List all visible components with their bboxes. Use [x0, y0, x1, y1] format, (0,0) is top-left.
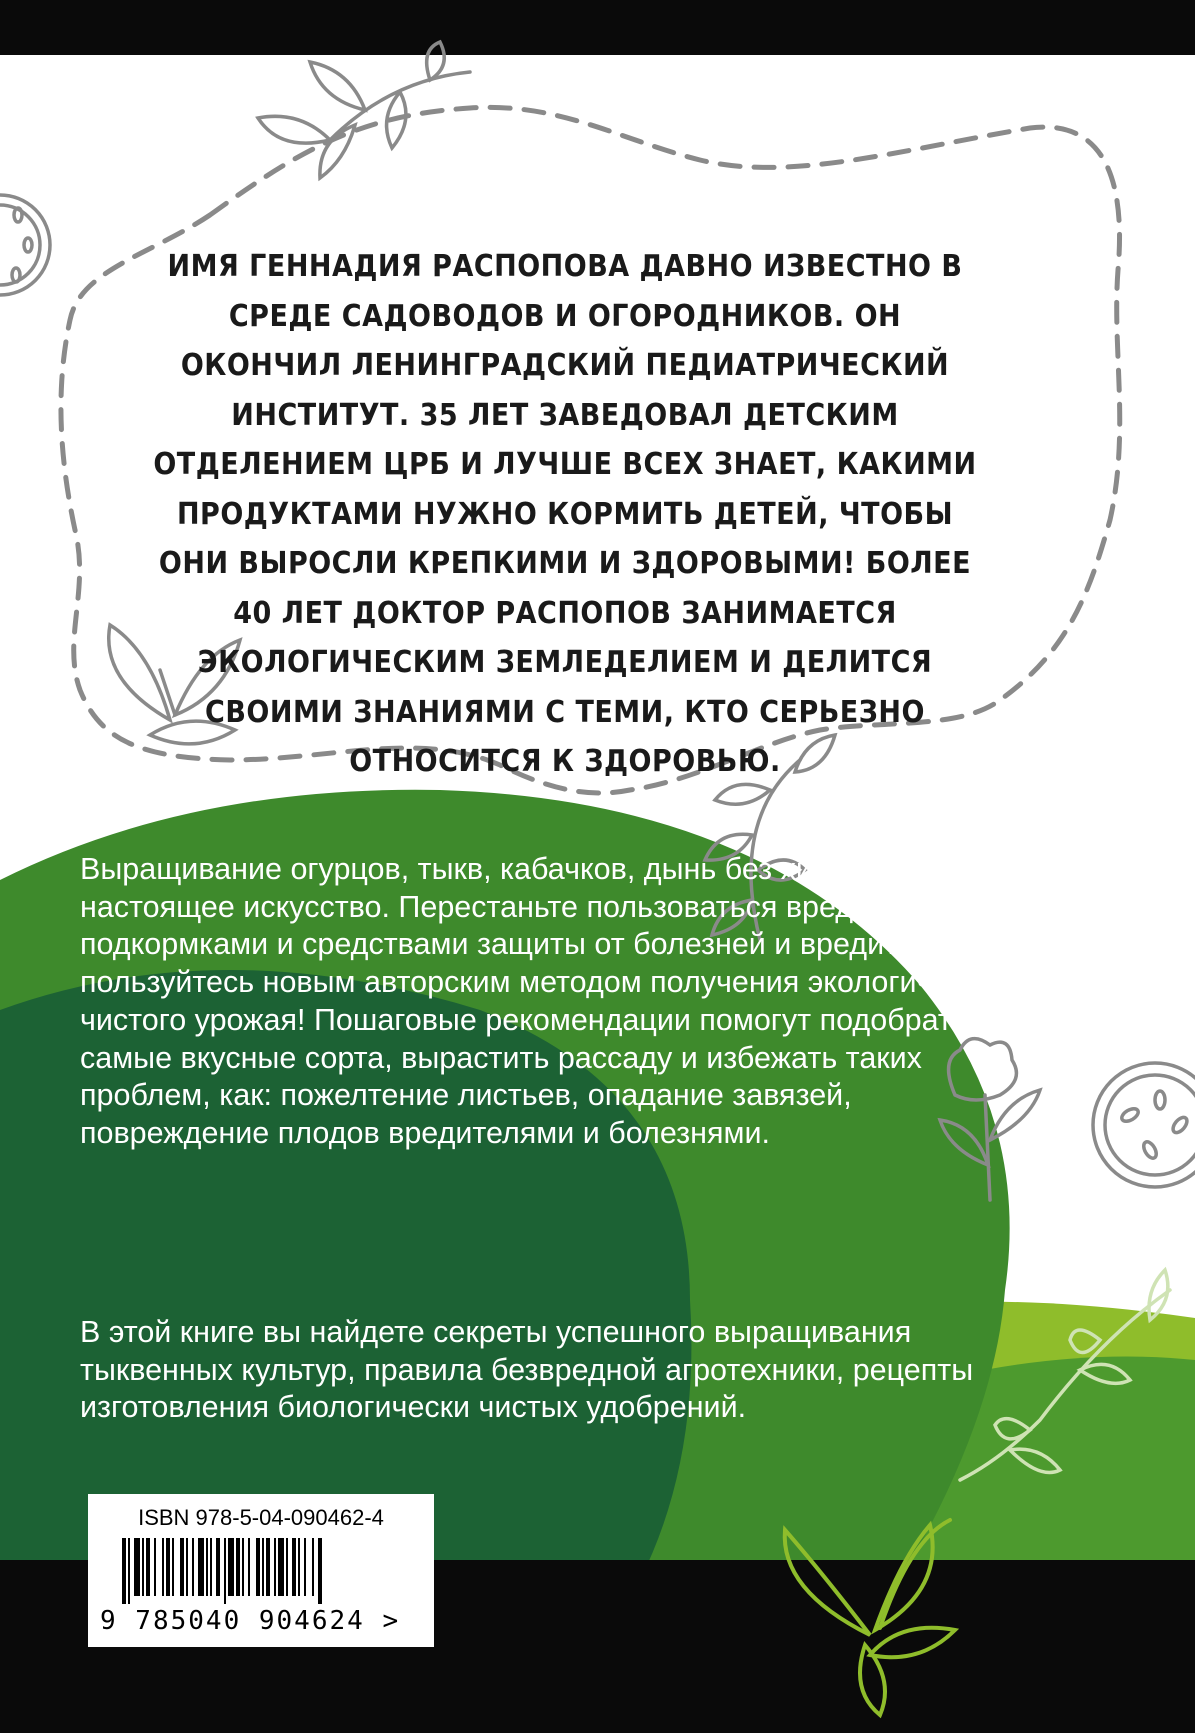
- barcode-bar: [128, 1538, 130, 1604]
- book-description-paragraph: Выращивание огурцов, тыкв, кабачков, дынь без химии – настоящее искусство. Перестаньте пользоваться вредными подкормками и средствами защиты от болезней и вредителей, пользуйтесь новым авторским методом получения экологически чистого урожая! Пошаговые рекомендации помогут подобрать самые вкусные сорта, вырастить рассаду и избежать таких проблем, как: пожелтение листьев, опадание завязей, повреждение плодов вредителями и болезнями.: [80, 852, 996, 1150]
- barcode-bar: [262, 1538, 264, 1596]
- barcode-bar: [256, 1538, 260, 1596]
- barcode-bar: [210, 1538, 212, 1596]
- barcode-bar: [312, 1538, 314, 1596]
- leaves-icon: [785, 1520, 955, 1715]
- barcode-bar: [266, 1538, 270, 1596]
- barcode-bar: [166, 1538, 170, 1596]
- barcode-bar: [146, 1538, 150, 1596]
- barcode-bar: [206, 1538, 208, 1596]
- barcode-bar: [180, 1538, 184, 1596]
- barcode-bar: [216, 1538, 220, 1596]
- barcode-bar: [278, 1538, 284, 1596]
- barcode-bar: [122, 1538, 126, 1604]
- barcode-bar: [248, 1538, 250, 1596]
- barcode-bar: [198, 1538, 204, 1596]
- barcode-bar: [186, 1538, 188, 1596]
- barcode-bar: [318, 1538, 322, 1604]
- barcode-bar: [236, 1538, 240, 1596]
- barcode-bar: [224, 1538, 226, 1604]
- barcode-icon: [120, 1538, 420, 1604]
- barcode-bar: [192, 1538, 194, 1596]
- barcode-bar: [292, 1538, 296, 1596]
- barcode-bar: [228, 1538, 234, 1596]
- barcode-bar: [134, 1538, 140, 1596]
- barcode-bar: [142, 1538, 144, 1596]
- author-bio: ИМЯ ГЕННАДИЯ РАСПОПОВА ДАВНО ИЗВЕСТНО В СРЕДЕ САДОВОДОВ И ОГОРОДНИКОВ. ОН ОКОНЧИЛ ЛЕНИНГРАДСКИЙ ПЕДИАТРИЧЕСКИЙ ИНСТИТУТ. 35 ЛЕТ ЗАВЕДОВАЛ ДЕТСКИМ ОТДЕЛЕНИЕМ ЦРБ И ЛУЧШЕ ВСЕХ ЗНАЕТ, КАКИМИ ПРОДУКТАМИ НУЖНО КОРМИТЬ ДЕТЕЙ, ЧТОБЫ ОНИ ВЫРОСЛИ КРЕПКИМИ И ЗДОРОВЫМИ! БОЛЕЕ 40 ЛЕТ ДОКТОР РАСПОПОВ ЗАНИМАЕТСЯ ЭКОЛОГИЧЕСКИМ ЗЕМЛЕДЕЛИЕМ И ДЕЛИТСЯ СВОИМИ ЗНАНИЯМИ С ТЕМИ, КТО СЕРЬЕЗНО ОТНОСИТСЯ К ЗДОРОВЬЮ.: [153, 249, 977, 779]
- barcode-digits: 9 785040 904624 >: [100, 1606, 401, 1636]
- barcode-bar: [274, 1538, 276, 1596]
- barcode-bar: [172, 1538, 174, 1596]
- barcode-bar: [298, 1538, 300, 1596]
- book-description-paragraph: В этой книге вы найдете секреты успешного выращивания тыквенных культур, правила безвредной агротехники, рецепты изготовления биологически чистых удобрений.: [80, 1315, 974, 1425]
- barcode-bar: [162, 1538, 164, 1596]
- barcode-bar: [242, 1538, 244, 1596]
- barcode-bar: [286, 1538, 288, 1596]
- barcode-bar: [304, 1538, 306, 1596]
- isbn-barcode: [88, 1494, 434, 1647]
- isbn-label: ISBN 978-5-04-090462-4: [138, 1505, 384, 1530]
- barcode-bar: [154, 1538, 156, 1596]
